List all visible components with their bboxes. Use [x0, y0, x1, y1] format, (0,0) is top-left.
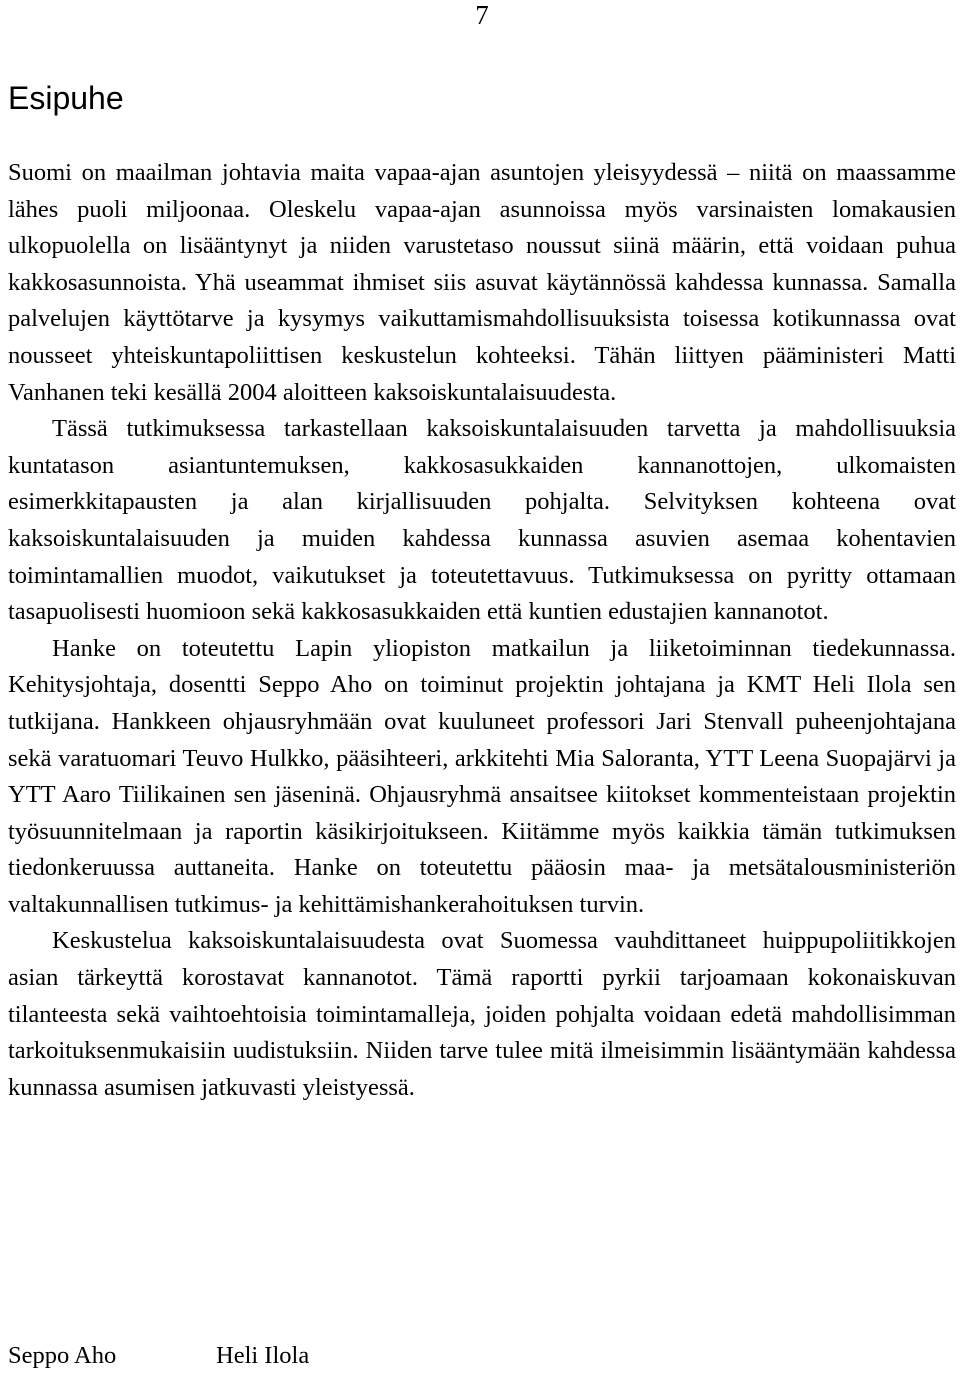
paragraph-1: Suomi on maailman johtavia maita vapaa-ajan asuntojen yleisyydessä – niitä on maassamme lähes puoli miljoonaa. Oleskelu vapaa-ajan asunnoissa myös varsinaisten lomakausien ulkopuolella on lisääntynyt ja niiden varustetaso noussut siinä määrin, että voidaan puhua kakkosasunnoista. Yhä useammat ihmiset siis asuvat käytännössä kahdessa kunnassa. Samalla palvelujen käyttötarve ja kysymys vaikuttamismahdollisuuksista toisessa kotikunnassa ovat nousseet yhteiskuntapoliittisen keskustelun kohteeksi. Tähän liittyen pääministeri Matti Vanhanen teki kesällä 2004 aloitteen kaksoiskuntalaisuudesta.	[8, 159, 956, 406]
paragraph-3: Hanke on toteutettu Lapin yliopiston matkailun ja liiketoiminnan tiedekunnassa. Kehitysjohtaja, dosentti Seppo Aho on toiminut projektin johtajana ja KMT Heli Ilola sen tutkijana. Hankkeen ohjausryhmään ovat kuuluneet professori Jari Stenvall puheenjohtajana sekä varatuomari Teuvo Hulkko, pääsihteeri, arkkitehti Mia Saloranta, YTT Leena Suopajärvi ja YTT Aaro Tiilikainen sen jäseninä. Ohjausryhmä ansaitsee kiitokset kommenteistaan projektin työsuunnitelmaan ja raportin käsikirjoitukseen. Kiitämme myös kaikkia tämän tutkimuksen tiedonkeruussa auttaneita. Hanke on toteutettu pääosin maa- ja metsätalousministeriön valtakunnallisen tutkimus- ja kehittämishankerahoituksen turvin.	[8, 634, 956, 918]
signatures	[8, 1338, 309, 1374]
page-number: 7	[475, 0, 489, 30]
page-title: Esipuhe	[8, 80, 124, 116]
paragraph-2: Tässä tutkimuksessa tarkastellaan kaksoiskuntalaisuuden tarvetta ja mahdollisuuksia kuntatason asiantuntemuksen, kakkosasukkaiden kannanottojen, ulkomaisten esimerkkitapausten ja alan kirjallisuuden pohjalta. Selvityksen kohteena ovat kaksoiskuntalaisuuden ja muiden kahdessa kunnassa asuvien asemaa kohentavien toimintamallien muodot, vaikutukset ja toteutettavuus. Tutkimuksessa on pyritty ottamaan tasapuolisesti huomioon sekä kakkosasukkaiden että kuntien edustajien kannanotot.	[8, 415, 956, 626]
preface-body	[8, 155, 956, 1106]
paragraph-4: Keskustelua kaksoiskuntalaisuudesta ovat Suomessa vauhdittaneet huippupoliitikkojen asian tärkeyttä korostavat kannanotot. Tämä raportti pyrkii tarjoamaan kokonaiskuvan tilanteesta sekä vaihtoehtoisia toimintamalleja, joiden pohjalta voidaan edetä mahdollisimman tarkoituksenmukaisiin uudistuksiin. Niiden tarve tulee mitä ilmeisimmin lisääntymään kahdessa kunnassa asumisen jatkuvasti yleistyessä.	[8, 927, 956, 1101]
signature-name: Heli Ilola	[216, 1342, 310, 1369]
signature-name: Seppo Aho	[8, 1342, 117, 1369]
